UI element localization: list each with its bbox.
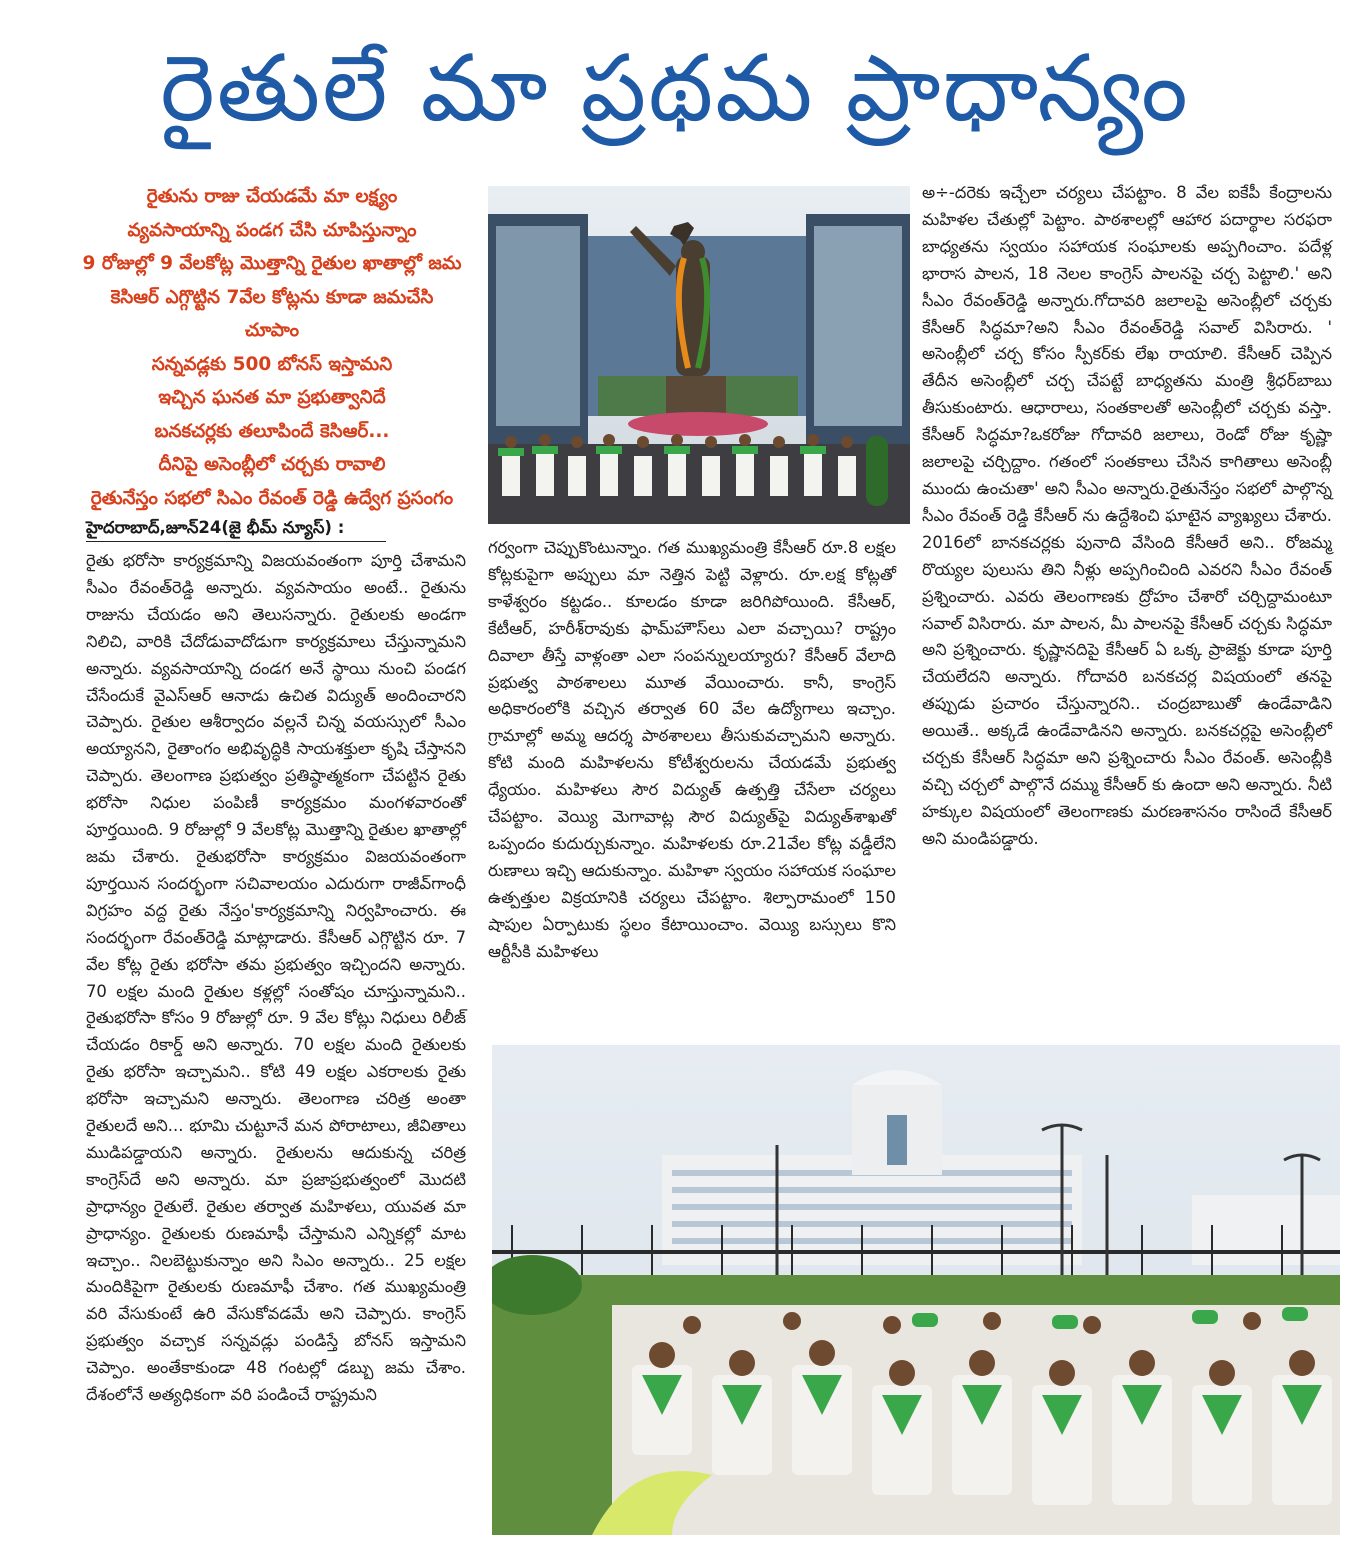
highlight-line: బనకచర్లకు తలూపిందే కెసిఆర్... [154,420,390,442]
highlight-line: రైతును రాజు చేయడమే మా లక్ష్యం [146,186,398,207]
highlight-line: 9 రోజుల్లో 9 వేలకోట్ల మొత్తాన్ని రైతుల ఖాతాల్లో జమ [82,253,462,274]
highlight-line: రైతునేస్తం సభలో సిఎం రేవంత్ రెడ్డి ఉద్వేగ ప్రసంగం [90,487,454,509]
highlight-line: వ్యవసాయాన్ని పండగ చేసి చూపిస్తున్నాం [127,219,417,241]
highlights-box [62,180,482,515]
headline: రైతులే మా ప్రథమ ప్రాధాన్యం [160,35,1190,142]
stage-statue-photo [488,186,910,524]
highlight-line: చూపాం [244,320,300,341]
article-paragraph: గర్వంగా చెప్పుకొంటున్నాం. గత ముఖ్యమంత్రి కేసీఆర్‌ రూ.8 లక్షల కోట్లకుపైగా అప్పులు మా నెత్తిన పెట్టి వెళ్లారు. రూ.లక్ష కోట్లతో కాళేశ్వరం కట్టడం.. కూలడం కూడా జరిగిపోయింది. కేసీఆర్‌, కేటీఆర్‌, హరీశ్‌రావుకు ఫామ్‌హౌస్‌లు ఎలా వచ్చాయి? రాష్ట్రం దివాలా తీస్తే వాళ్లంతా ఎలా సంపన్నులయ్యారు? కేసీఆర్‌ వేలాది ప్రభుత్వ పాఠశాలలు మూత వేయించారు. కానీ, కాంగ్రెస్‌ అధికారంలోకి వచ్చిన తర్వాత 60 వేల ఉద్యోగాలు ఇచ్చాం. గ్రామాల్లో అమ్మ ఆదర్శ పాఠశాలలు తీసుకువచ్చామని అన్నారు. కోటి మంది మహిళలను కోటీశ్వరులను చేయడమే ప్రభుత్వ ధ్యేయం. మహిళలు సౌర విద్యుత్‌ ఉత్పత్తి చేసేలా చర్యలు చేపట్టాం. వెయ్యి మెగావాట్ల సౌర విద్యుత్‌పై విద్యుత్‌శాఖతో ఒప్పందం కుదుర్చుకున్నాం. మహిళలకు రూ.21వేల కోట్ల వడ్డీలేని రుణాలు ఇచ్చి ఆదుకున్నాం. మహిళా స్వయం సహాయక సంఘాల ఉత్పత్తుల విక్రయానికి చర్యలు చేపట్టాం. శిల్పారామంలో 150 షాపుల ఏర్పాటుకు స్థలం కేటాయించాం. వెయ్యి బస్సులు కొని ఆర్టీసీకి మహిళలు [488,538,896,961]
article-paragraph: అ÷-దరెకు ఇచ్చేలా చర్యలు చేపట్టాం. 8 వేల ఐకేపీ కేంద్రాలను మహిళల చేతుల్లో పెట్టాం. పాఠశాలల్లో ఆహార పదార్థాల సరఫరా బాధ్యతను స్వయం సహాయక సంఘాలకు అప్పగించాం. పదేళ్ల భారాస పాలన, 18 నెలల కాంగ్రెస్‌ పాలనపై చర్చ పెట్టాలి.' అని సీఎం రేవంత్‌రెడ్డి అన్నారు.గోదావరి జలాలపై అసెంబ్లీలో చర్చకు కేసీఆర్‌ సిద్ధమా?అని సీఎం రేవంత్‌రెడ్డి సవాల్‌ విసిరారు. ' అసెంబ్లీలో చర్చ కోసం స్పీకర్‌కు లేఖ రాయాలి. కేసీఆర్‌ చెప్పిన తేదీన అసెంబ్లీలో చర్చ చేపట్టే బాధ్యతను మంత్రి శ్రీధర్‌బాబు తీసుకుంటారు. ఆధారాలు, సంతకాలతో అసెంబ్లీలో చర్చకు వస్తా. కేసీఆర్‌ సిద్ధమా?ఒకరోజు గోదావరి జలాలు, రెండో రోజు కృష్ణా జలాలపై చర్చిద్దాం. గతంలో సంతకాలు చేసిన కాగితాలు అసెంబ్లీ ముందు ఉంచుతా' అని సీఎం అన్నారు.రైతునేస్తం సభలో పాల్గొన్న సీఎం రేవంత్‌ రెడ్డి కేసీఆర్‌ ను ఉద్దేశించి ఘాటైన వ్యాఖ్యలు చేశారు. 2016లో బానకచర్లకు పునాది వేసింది కేసీఆరే అని.. రోజమ్మ రొయ్యల పులుసు తిని నీళ్లు అప్పగించింది ఎవరని సీఎం రేవంత్‌ ప్రశ్నించారు. ఎవరు తెలంగాణకు ద్రోహం చేశారో చర్చిద్దామంటూ సవాల్‌ విసిరారు. మా పాలన, మీ పాలనపై కేసీఆర్‌ చర్చకు సిద్ధమా అని ప్రశ్నించారు. కృష్ణానదిపై కేసీఆర్‌ ఏ ఒక్క ప్రాజెక్టు కూడా పూర్తి చేయలేదని అన్నారు. గోదావరి బనకచర్ల విషయంలో తనపై తప్పుడు ప్రచారం చేస్తున్నారని.. చంద్రబాబుతో ఉండేవాడిని అయితే.. అక్కడే ఉండేవాడినని అన్నారు. బనకచర్లపై అసెంబ్లీలో చర్చకు కేసీఆర్‌ సిద్ధమా అని ప్రశ్నించారు సీఎం రేవంత్‌. అసెంబ్లీకి వచ్చి చర్చలో పాల్గొనే దమ్ము కేసీఆర్‌ కు ఉందా అని అన్నారు. నీటి హక్కుల విషయంలో తెలంగాణకు మరణశాసనం రాసిందే కేసీఆర్‌ అని మండిపడ్డారు. [922,183,1332,848]
article-paragraph: రైతు భరోసా కార్యక్రమాన్ని విజయవంతంగా పూర్తి చేశామని సీఎం రేవంత్‌రెడ్డి అన్నారు. వ్యవసాయం అంటే.. రైతును రాజును చేయడం అని తెలుసన్నారు. రైతులకు అండగా నిలిచి, వారికి చేదోడువాదోడుగా కార్యక్రమాలు చేస్తున్నామని అన్నారు. వ్యవసాయాన్ని దండగ అనే స్థాయి నుంచి పండగ చేసేందుకే వైఎస్‌ఆర్‌ ఆనాడు ఉచిత విద్యుత్‌ అందించారని చెప్పారు. రైతుల ఆశీర్వాదం వల్లనే చిన్న వయస్సులో సీఎం అయ్యానని, రైతాంగం అభివృద్ధికి సాయశక్తులా కృషి చేస్తానని చెప్పారు. తెలంగాణ ప్రభుత్వం ప్రతిష్ఠాత్మకంగా చేపట్టిన రైతు భరోసా నిధుల పంపిణీ కార్యక్రమం మంగళవారంతో పూర్తయింది. 9 రోజుల్లో 9 వేలకోట్ల మొత్తాన్ని రైతుల ఖాతాల్లో జమ చేశారు. రైతుభరోసా కార్యక్రమం విజయవంతంగా పూర్తయిన సందర్భంగా సచివాలయం ఎదురుగా రాజీవ్‌గాంధీ విగ్రహం వద్ద రైతు నేస్తం'కార్యక్రమాన్ని నిర్వహించారు. ఈ సందర్భంగా రేవంత్‌రెడ్డి మాట్లాడారు. కేసీఆర్‌ ఎగ్గొట్టిన రూ. 7 వేల కోట్ల రైతు భరోసా తమ ప్రభుత్వం ఇచ్చిందని అన్నారు. 70 లక్షల మంది రైతుల కళ్లల్లో సంతోషం చూస్తున్నామని.. రైతుభరోసా కోసం 9 రోజుల్లో రూ. 9 వేల కోట్లు నిధులు రిలీజ్‌ చేయడం రికార్డ్‌ అని అన్నారు. 70 లక్షల మంది రైతులకు రైతు భరోసా ఇచ్చామని.. కోటి 49 లక్షల ఎకరాలకు రైతు భరోసా ఇచ్చామని అన్నారు. తెలంగాణ చరిత్ర అంతా రైతులదే అని... భూమి చుట్టూనే మన పోరాటాలు, జీవితాలు ముడిపడ్డాయని అన్నారు. రైతులను ఆదుకున్న చరిత్ర కాంగ్రెస్‌దే అని అన్నారు. మా ప్రజాప్రభుత్వంలో మొదటి ప్రాధాన్యం రైతులే. రైతుల తర్వాత మహిళలు, యువత మా ప్రాధాన్యం. రైతులకు రుణమాఫీ చేస్తామని ఎన్నికల్లో మాట ఇచ్చాం.. నిలబెట్టుకున్నాం అని సిఎం అన్నారు.. 25 లక్షల మందికిపైగా రైతులకు రుణమాఫీ చేశాం. గత ముఖ్యమంత్రి వరి వేసుకుంటే ఉరి వేసుకోవడమే అని చెప్పారు. కాంగ్రెస్‌ ప్రభుత్వం వచ్చాక సన్నవడ్లు పండిస్తే బోనస్‌ ఇస్తామని చెప్పాం. అంతేకాకుండా 48 గంటల్లో డబ్బు జమ చేశాం. దేశంలోనే అత్యధికంగా వరి పండించే రాష్ట్రమని [86,551,466,1405]
article-column-3 [922,180,1332,853]
highlight-line: కెసిఆర్ ఎగ్గొట్టిన 7వేల కోట్లను కూడా జమచేసి [110,286,434,308]
highlight-line: సన్నవడ్లకు 500 బోనస్ ఇస్తామని [151,353,393,375]
article-column-1 [86,548,466,1409]
article-column-2 [488,535,896,966]
dateline: హైదరాబాద్,జూన్24(జై భీమ్ న్యూస్) : [86,518,386,542]
farmers-audience-photo [492,1045,1340,1535]
highlight-line: ఇచ్చిన ఘనత మా ప్రభుత్వానిదే [158,387,386,408]
highlight-line: దీనిపై అసెంబ్లీలో చర్చకు రావాలి [158,454,386,475]
